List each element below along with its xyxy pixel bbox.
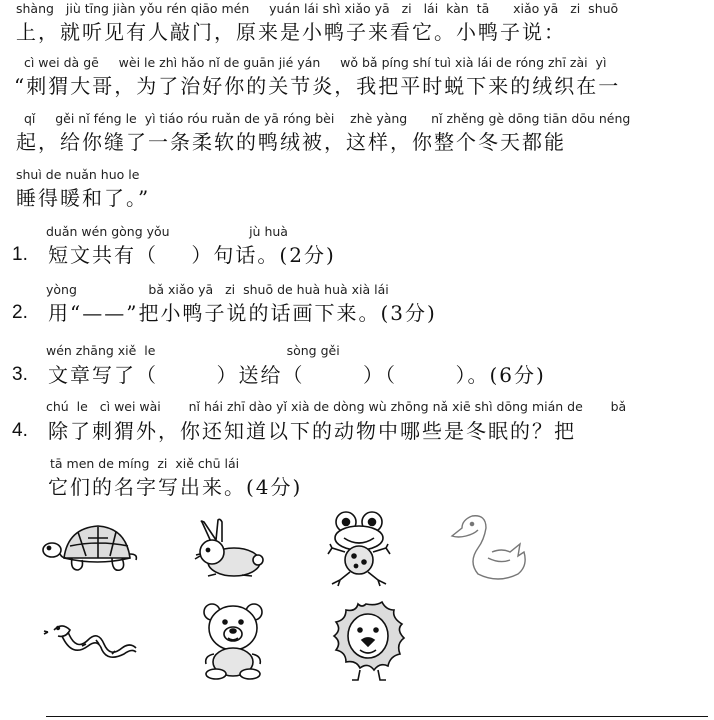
question-1-pinyin: duǎn wén gòng yǒu jù huà [46, 224, 288, 239]
question-4-number: 4. [12, 420, 28, 441]
passage-line-2: “刺猬大哥，为了治好你的关节炎，我把平时蜕下来的绒织在一 [14, 74, 621, 98]
question-1-number: 1. [12, 244, 28, 265]
question-4-text-line-2: 它们的名字写出来。(4分) [48, 475, 303, 499]
bear-icon [198, 598, 268, 682]
question-2-pinyin: yòng bǎ xiǎo yā zi shuō de huà huà xià lái [46, 282, 389, 297]
passage-line-3: 起，给你缝了一条柔软的鸭绒被，这样，你整个冬天都能 [16, 130, 566, 154]
pinyin-line-1: shàng jiù tīng jiàn yǒu rén qiāo mén yuán lái shì xiǎo yā zi lái kàn tā xiǎo yā zi shuō [16, 1, 619, 16]
question-3-number: 3. [12, 364, 28, 385]
question-3-text: 文章写了（ ）送给（ ）（ ）。(6分) [48, 363, 546, 387]
answer-line [46, 716, 708, 717]
pinyin-line-3: qǐ gěi nǐ féng le yì tiáo róu ruǎn de yā róng bèi zhè yàng nǐ zhěng gè dōng tiān dōu néng [16, 111, 631, 126]
frog-icon [326, 508, 392, 588]
pinyin-line-4: shuì de nuǎn huo le [16, 167, 140, 182]
pinyin-line-2: cì wei dà gē wèi le zhì hǎo nǐ de guān jié yán wǒ bǎ píng shí tuì xià lái de róng zhī zài yì [16, 55, 607, 70]
question-2-text: 用“——”把小鸭子说的话画下来。(3分) [48, 301, 437, 325]
passage-line-4: 睡得暖和了。” [16, 186, 151, 210]
passage-line-1: 上，就听见有人敲门，原来是小鸭子来看它。小鸭子说： [16, 20, 566, 44]
question-1-text: 短文共有（ ）句话。(2分) [48, 243, 336, 267]
turtle-icon [42, 518, 142, 582]
duck-icon [448, 512, 530, 586]
question-4-pinyin-line-2: tā men de míng zi xiě chū lái [50, 456, 240, 471]
question-3-pinyin: wén zhāng xiě le sòng gěi [46, 343, 340, 358]
question-4-pinyin: chú le cì wei wài nǐ hái zhī dào yǐ xià de dòng wù zhōng nǎ xiē shì dōng mián de bǎ [46, 399, 627, 414]
snake-icon [42, 616, 140, 662]
question-2-number: 2. [12, 302, 28, 323]
rabbit-icon [182, 518, 266, 582]
question-4-text: 除了刺猬外，你还知道以下的动物中哪些是冬眠的？把 [48, 419, 576, 443]
lion-icon [326, 600, 408, 682]
